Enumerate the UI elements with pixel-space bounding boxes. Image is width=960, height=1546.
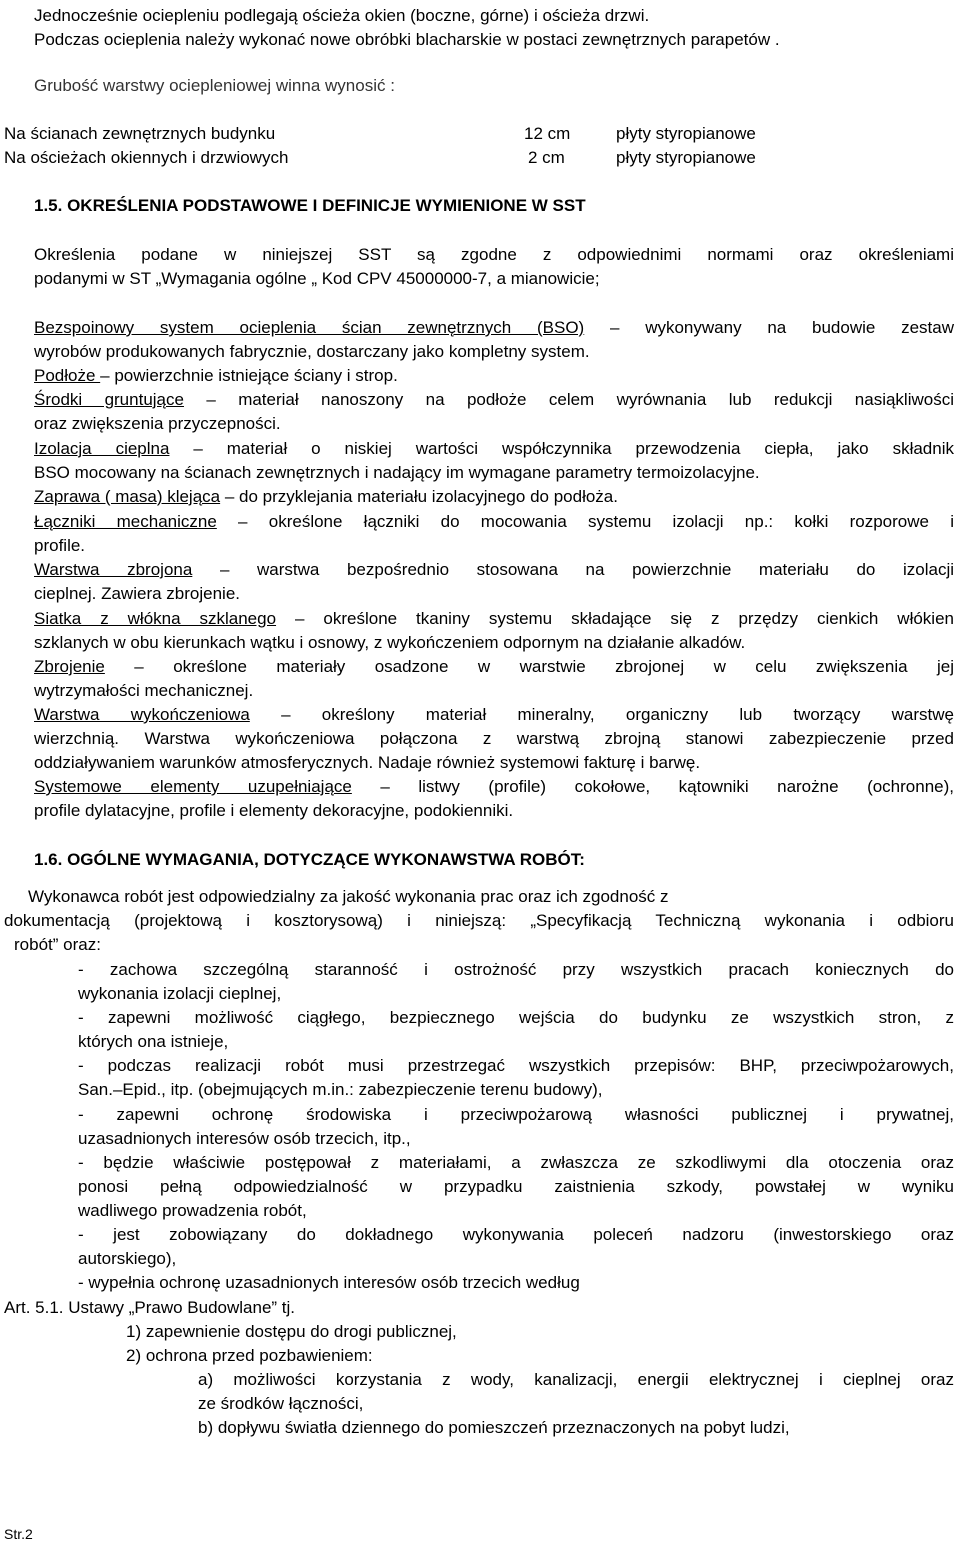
definition-term: Zbrojenie [34,657,105,676]
definition-text: wyrobów produkowanych fabrycznie, dostarczany jako kompletny system. [34,342,590,361]
page-number: Str.2 [4,1526,33,1542]
thickness-material: płyty styropianowe [616,148,756,167]
list-item: - zapewni możliwość ciągłego, bezpiecznego wejścia do budynku ze wszystkich stron, z [78,1008,954,1027]
paragraph-line: Określenia podane w niniejszej SST są zgodne z odpowiednimi normami oraz określeniami [34,245,954,264]
definition-item: Izolacja cieplna – materiał o niskiej wartości współczynnika przewodzenia ciepła, jako składnik [34,439,954,458]
definition-item: Bezspoinowy system ocieplenia ścian zewnętrznych (BSO) – wykonywany na budowie zestaw [34,318,954,337]
definition-text: oddziaływaniem warunków atmosferycznych. Nadaje również systemowi fakturę i barwę. [34,753,701,772]
definition-term: Warstwa zbrojona [34,560,193,579]
list-item-cont: wykonania izolacji cieplnej, [78,984,282,1003]
list-item-cont: autorskiego), [78,1249,177,1268]
definition-item: Zaprawa ( masa) klejąca – do przyklejania materiału izolacyjnego do podłoża. [34,487,618,506]
definition-item: Warstwa zbrojona – warstwa bezpośrednio stosowana na powierzchnie materiału do izolacji [34,560,955,579]
list-item-cont: których ona istnieje, [78,1032,229,1051]
definition-item: Systemowe elementy uzupełniające – listwy (profile) cokołowe, kątowniki narożne (ochronne), [34,777,955,796]
definition-text: szklanych w obu kierunkach wątku i osnowy, z wykończeniem odpornym na działanie alkadów. [34,633,746,652]
definition-item: Siatka z włókna szklanego – określone tkaniny systemu składające się z przędzy cienkich włókien [34,609,954,628]
definition-text: BSO mocowany na ścianach zewnętrznych i nadający im wymagane parametry termoizolacyjne. [34,463,760,482]
list-item: - wypełnia ochronę uzasadnionych interesów osób trzecich według [78,1273,580,1292]
paragraph-line: Wykonawca robót jest odpowiedzialny za jakość wykonania prac oraz ich zgodność z [28,887,669,906]
law-reference: Art. 5.1. Ustawy „Prawo Budowlane” tj. [4,1298,296,1317]
thickness-heading: Grubość warstwy ociepleniowej winna wynosić : [34,76,395,95]
list-item: - zapewni ochronę środowiska i przeciwpożarową własności publicznej i prywatnej, [78,1105,954,1124]
thickness-place: Na ścianach zewnętrznych budynku [4,124,276,143]
paragraph-line: dokumentacją (projektową i kosztorysową) i niniejszą: „Specyfikacją Techniczną wykonania i odbioru [4,911,954,930]
list-item: - podczas realizacji robót musi przestrzegać wszystkich przepisów: BHP, przeciwpożarowych, [78,1056,954,1075]
list-item-cont: San.–Epid., itp. (obejmujących m.in.: zabezpieczenie terenu budowy), [78,1080,603,1099]
sub-sub-item-cont: ze środków łączności, [198,1394,364,1413]
paragraph-line: podanymi w ST „Wymagania ogólne „ Kod CPV 45000000-7, a mianowicie; [34,269,600,288]
definition-term: Siatka z włókna szklanego [34,609,277,628]
thickness-value: 2 cm [528,148,565,167]
definition-term: Łączniki mechaniczne [34,512,217,531]
sub-sub-item: b) dopływu światła dziennego do pomieszczeń przeznaczonych na pobyt ludzi, [198,1418,790,1437]
definition-item: Podłoże – powierzchnie istniejące ściany i strop. [34,366,398,385]
paragraph-line: robót” oraz: [14,935,101,954]
definition-term: Podłoże [34,366,101,385]
definition-text: wierzchnią. Warstwa wykończeniowa połączona z warstwą zbrojną stanowi zabezpieczenie przed [34,729,954,748]
definition-text: oraz zwiększenia przyczepności. [34,414,281,433]
section-heading: 1.6. OGÓLNE WYMAGANIA, DOTYCZĄCE WYKONAWSTWA ROBÓT: [34,850,585,869]
definition-term: Izolacja cieplna [34,439,170,458]
definition-item: Środki gruntujące – materiał nanoszony na podłoże celem wyrównania lub redukcji nasiąkliwości [34,390,954,409]
definition-item: Warstwa wykończeniowa – określony materiał mineralny, organiczny lub tworzący warstwę [34,705,954,724]
definition-item: Łączniki mechaniczne – określone łączniki do mocowania systemu izolacji np.: kołki rozporowe i [34,512,954,531]
intro-line: Podczas ocieplenia należy wykonać nowe obróbki blacharskie w postaci zewnętrznych parapetów . [34,30,780,49]
list-item: - będzie właściwie postępował z materiałami, a zwłaszcza ze szkodliwymi dla otoczenia oraz [78,1153,954,1172]
list-item: - zachowa szczególną staranność i ostrożność przy wszystkich pracach koniecznych do [78,960,954,979]
list-item: - jest zobowiązany do dokładnego wykonywania poleceń nadzoru (inwestorskiego oraz [78,1225,954,1244]
list-item-cont: wadliwego prowadzenia robót, [78,1201,307,1220]
definition-term: Warstwa wykończeniowa [34,705,250,724]
definition-item: Zbrojenie – określone materiały osadzone w warstwie zbrojonej w celu zwiększenia jej [34,657,954,676]
intro-line: Jednocześnie ociepleniu podlegają ościeża okien (boczne, górne) i ościeża drzwi. [34,6,650,25]
sub-item: 1) zapewnienie dostępu do drogi publicznej, [126,1322,457,1341]
definition-text: profile. [34,536,86,555]
sub-item: 2) ochrona przed pozbawieniem: [126,1346,373,1365]
definition-text: profile dylatacyjne, profile i elementy dekoracyjne, podokienniki. [34,801,514,820]
section-heading: 1.5. OKREŚLENIA PODSTAWOWE I DEFINICJE WYMIENIONE W SST [34,196,586,215]
thickness-material: płyty styropianowe [616,124,756,143]
definition-text: wytrzymałości mechanicznej. [34,681,254,700]
list-item-cont: uzasadnionych interesów osób trzecich, itp., [78,1129,411,1148]
definition-term: Bezspoinowy system ocieplenia ścian zewnętrznych (BSO) [34,318,585,337]
thickness-value: 12 cm [524,124,571,143]
list-item-cont: ponosi pełną odpowiedzialność w przypadku zaistnienia szkody, powstałej w wyniku [78,1177,954,1196]
definition-term: Zaprawa ( masa) klejąca [34,487,221,506]
definition-term: Środki gruntujące [34,390,184,409]
definition-text: cieplnej. Zawiera zbrojenie. [34,584,240,603]
sub-sub-item: a) możliwości korzystania z wody, kanalizacji, energii elektrycznej i cieplnej oraz [198,1370,954,1389]
thickness-place: Na ościeżach okiennych i drzwiowych [4,148,289,167]
definition-term: Systemowe elementy uzupełniające [34,777,352,796]
